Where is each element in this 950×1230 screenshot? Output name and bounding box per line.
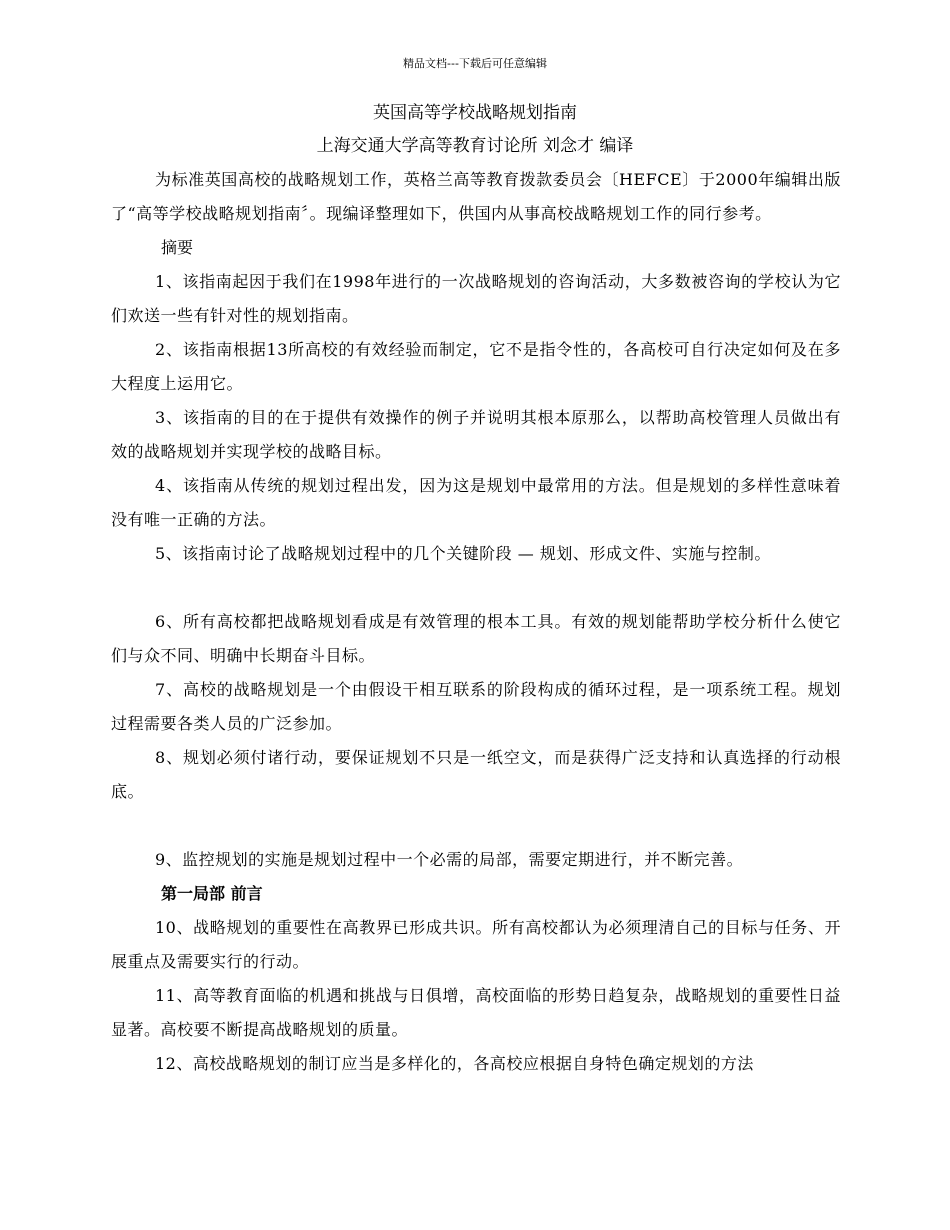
intro-paragraph: 为标准英国高校的战略规划工作，英格兰高等教育拨款委员会〔HEFCE〕于2000年编辑出版了“高等学校战略规划指南〞。现编译整理如下，供国内从事高校战略规划工作的同行参考。	[111, 170, 841, 223]
paragraph-12: 12、高校战略规划的制订应当是多样化的，各高校应根据自身特色确定规划的方法	[155, 1054, 754, 1073]
section-heading: 第一局部 前言	[161, 884, 263, 903]
blank-line	[111, 571, 841, 605]
paragraph-5: 5、该指南讨论了战略规划过程中的几个关键阶段 — 规划、形成文件、实施与控制。	[155, 544, 771, 563]
paragraph-10: 10、战略规划的重要性在高教界已形成共识。所有高校都认为必须理清自己的目标与任务、开展重点及需要实行的行动。	[111, 918, 841, 971]
document-title: 英国高等学校战略规划指南	[373, 103, 577, 123]
paragraph-9: 9、监控规划的实施是规划过程中一个必需的局部，需要定期进行，并不断完善。	[155, 850, 744, 869]
paragraph-7: 7、高校的战略规划是一个由假设干相互联系的阶段构成的循环过程，是一项系统工程。规划过程需要各类人员的广泛参加。	[111, 680, 841, 733]
paragraph-8: 8、规划必须付诸行动，要保证规划不只是一纸空文，而是获得广泛支持和认真选择的行动根底。	[111, 748, 841, 801]
paragraph-11: 11、高等教育面临的机遇和挑战与日俱增，高校面临的形势日趋复杂，战略规划的重要性日益显著。高校要不断提高战略规划的质量。	[111, 986, 841, 1039]
paragraph-4: 4、该指南从传统的规划过程出发，因为这是规划中最常用的方法。但是规划的多样性意味着没有唯一正确的方法。	[111, 476, 841, 529]
document-subtitle: 上海交通大学高等教育讨论所 刘念才 编译	[316, 136, 634, 156]
paragraph-1: 1、该指南起因于我们在1998年进行的一次战略规划的咨询活动，大多数被咨询的学校认为它们欢送一些有针对性的规划指南。	[111, 272, 841, 325]
header-note: 精品文档---下载后可任意编辑	[403, 57, 547, 70]
paragraph-2: 2、该指南根据13所高校的有效经验而制定，它不是指令性的，各高校可自行决定如何及在多大程度上运用它。	[111, 340, 841, 393]
summary-heading: 摘要	[161, 238, 194, 257]
blank-line	[111, 809, 841, 843]
paragraph-6: 6、所有高校都把战略规划看成是有效管理的根本工具。有效的规划能帮助学校分析什么使它们与众不同、明确中长期奋斗目标。	[111, 612, 841, 665]
paragraph-3: 3、该指南的目的在于提供有效操作的例子并说明其根本原那么，以帮助高校管理人员做出有效的战略规划并实现学校的战略目标。	[111, 408, 841, 461]
document-body	[111, 163, 841, 1081]
